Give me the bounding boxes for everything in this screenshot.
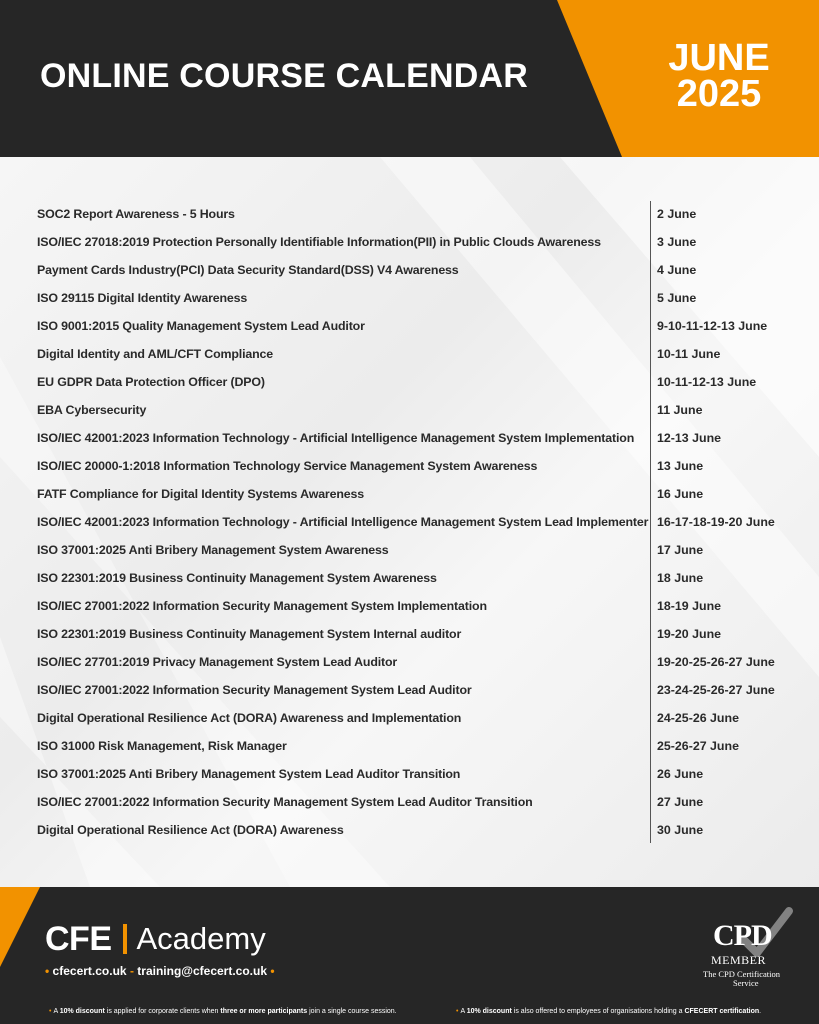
course-row bbox=[37, 536, 797, 564]
course-row bbox=[37, 648, 797, 676]
course-name: ISO 9001:2015 Quality Management System Lead Auditor bbox=[37, 319, 365, 333]
note-text: A bbox=[53, 1008, 60, 1015]
course-date: 19-20 June bbox=[657, 627, 722, 641]
course-date: 27 June bbox=[657, 795, 704, 809]
bullet-icon: • bbox=[270, 964, 275, 978]
note-bold: 10% discount bbox=[59, 1008, 105, 1015]
email-link[interactable]: training@cfecert.co.uk bbox=[137, 964, 268, 978]
brand-logo bbox=[45, 919, 266, 959]
course-row bbox=[37, 396, 797, 424]
course-row bbox=[37, 340, 797, 368]
course-date: 3 June bbox=[657, 235, 697, 249]
course-date: 4 June bbox=[657, 263, 697, 277]
cpd-service-text-2: Service bbox=[733, 978, 759, 988]
footer bbox=[0, 887, 819, 1024]
course-name: ISO 22301:2019 Business Continuity Management System Awareness bbox=[37, 571, 437, 585]
bullet-icon: • bbox=[456, 1008, 459, 1015]
course-row bbox=[37, 452, 797, 480]
course-date: 18 June bbox=[657, 571, 704, 585]
course-name: Digital Identity and AML/CFT Compliance bbox=[37, 347, 274, 361]
course-row bbox=[37, 508, 797, 536]
cpd-member-badge bbox=[695, 907, 795, 997]
course-date: 24-25-26 June bbox=[657, 711, 739, 725]
course-name: ISO 22301:2019 Business Continuity Management System Internal auditor bbox=[37, 627, 462, 641]
calendar-year: 2025 bbox=[676, 73, 762, 115]
note-bold: CFECERT certification bbox=[684, 1008, 760, 1015]
bullet-icon: • bbox=[49, 1008, 52, 1015]
course-name: Payment Cards Industry(PCI) Data Security Standard(DSS) V4 Awareness bbox=[37, 263, 459, 277]
course-name: ISO/IEC 27001:2022 Information Security Management System Implementation bbox=[37, 599, 487, 613]
calendar-month: JUNE bbox=[668, 37, 770, 79]
cpd-logo-text: CPD bbox=[713, 919, 772, 952]
brand-academy: Academy bbox=[136, 921, 266, 956]
course-date: 2 June bbox=[657, 207, 697, 221]
course-row bbox=[37, 480, 797, 508]
calendar-month-year bbox=[649, 37, 789, 115]
course-name: ISO/IEC 42001:2023 Information Technology - Artificial Intelligence Management System Lead Implementer bbox=[37, 515, 649, 529]
course-date: 18-19 June bbox=[657, 599, 722, 613]
note-text: is applied for corporate clients when bbox=[104, 1008, 221, 1015]
course-date: 12-13 June bbox=[657, 431, 722, 445]
note-text: . bbox=[759, 1008, 762, 1015]
cpd-member-text: MEMBER bbox=[711, 953, 767, 967]
page-title: ONLINE COURSE CALENDAR bbox=[40, 57, 528, 95]
course-row bbox=[37, 676, 797, 704]
course-name: ISO/IEC 20000-1:2018 Information Technology Service Management System Awareness bbox=[37, 459, 538, 473]
contact-line bbox=[45, 964, 275, 978]
course-row bbox=[37, 592, 797, 620]
course-date: 5 June bbox=[657, 291, 697, 305]
note-bold: 10% discount bbox=[466, 1008, 512, 1015]
course-name: FATF Compliance for Digital Identity Systems Awareness bbox=[37, 487, 364, 501]
course-name: EU GDPR Data Protection Officer (DPO) bbox=[37, 375, 265, 389]
course-date: 10-11-12-13 June bbox=[657, 375, 757, 389]
course-date: 9-10-11-12-13 June bbox=[657, 319, 768, 333]
course-row bbox=[37, 312, 797, 340]
course-row bbox=[37, 564, 797, 592]
note-bold: three or more participants bbox=[220, 1008, 308, 1015]
course-row bbox=[37, 788, 797, 816]
contact-separator: - bbox=[129, 964, 134, 978]
course-list-section bbox=[0, 157, 819, 887]
course-date: 16 June bbox=[657, 487, 704, 501]
bullet-icon: • bbox=[45, 964, 50, 978]
course-date: 16-17-18-19-20 June bbox=[657, 515, 775, 529]
brand-divider bbox=[123, 924, 127, 954]
course-name: EBA Cybersecurity bbox=[37, 403, 147, 417]
course-name: ISO/IEC 27701:2019 Privacy Management System Lead Auditor bbox=[37, 655, 398, 669]
course-date: 19-20-25-26-27 June bbox=[657, 655, 775, 669]
course-row bbox=[37, 760, 797, 788]
course-row bbox=[37, 200, 797, 228]
course-row bbox=[37, 732, 797, 760]
course-row bbox=[37, 368, 797, 396]
discount-note-certified bbox=[456, 1008, 761, 1015]
note-text: is also offered to employees of organisations holding a bbox=[511, 1008, 685, 1015]
course-date: 13 June bbox=[657, 459, 704, 473]
course-date: 23-24-25-26-27 June bbox=[657, 683, 775, 697]
course-name: Digital Operational Resilience Act (DORA) Awareness and Implementation bbox=[37, 711, 462, 725]
brand-cfe: CFE bbox=[45, 919, 112, 958]
course-name: ISO 37001:2025 Anti Bribery Management System Awareness bbox=[37, 543, 389, 557]
course-name: ISO/IEC 27018:2019 Protection Personally Identifiable Information(PII) in Public Clouds Awareness bbox=[37, 235, 601, 249]
course-row bbox=[37, 704, 797, 732]
course-row bbox=[37, 816, 797, 844]
course-row bbox=[37, 284, 797, 312]
discount-note-corporate bbox=[49, 1008, 397, 1015]
course-date: 11 June bbox=[657, 403, 703, 417]
course-name: ISO/IEC 42001:2023 Information Technology - Artificial Intelligence Management System Implementation bbox=[37, 431, 635, 445]
course-date: 26 June bbox=[657, 767, 704, 781]
course-row bbox=[37, 228, 797, 256]
course-row bbox=[37, 620, 797, 648]
footer-accent-triangle bbox=[0, 887, 40, 967]
cpd-service-text: The CPD Certification bbox=[703, 969, 780, 979]
course-row bbox=[37, 424, 797, 452]
header-banner bbox=[0, 0, 819, 157]
course-name: ISO/IEC 27001:2022 Information Security Management System Lead Auditor bbox=[37, 683, 472, 697]
note-text: A bbox=[460, 1008, 467, 1015]
course-name: Digital Operational Resilience Act (DORA) Awareness bbox=[37, 823, 344, 837]
course-name: ISO/IEC 27001:2022 Information Security Management System Lead Auditor Transition bbox=[37, 795, 533, 809]
course-date: 30 June bbox=[657, 823, 704, 837]
course-name: ISO 29115 Digital Identity Awareness bbox=[37, 291, 248, 305]
course-date: 17 June bbox=[657, 543, 704, 557]
course-name: ISO 37001:2025 Anti Bribery Management System Lead Auditor Transition bbox=[37, 767, 461, 781]
course-name: ISO 31000 Risk Management, Risk Manager bbox=[37, 739, 287, 753]
note-text: join a single course session. bbox=[307, 1008, 397, 1015]
course-row bbox=[37, 256, 797, 284]
course-date: 25-26-27 June bbox=[657, 739, 739, 753]
course-date: 10-11 June bbox=[657, 347, 721, 361]
course-name: SOC2 Report Awareness - 5 Hours bbox=[37, 207, 235, 221]
website-link[interactable]: cfecert.co.uk bbox=[52, 964, 127, 978]
